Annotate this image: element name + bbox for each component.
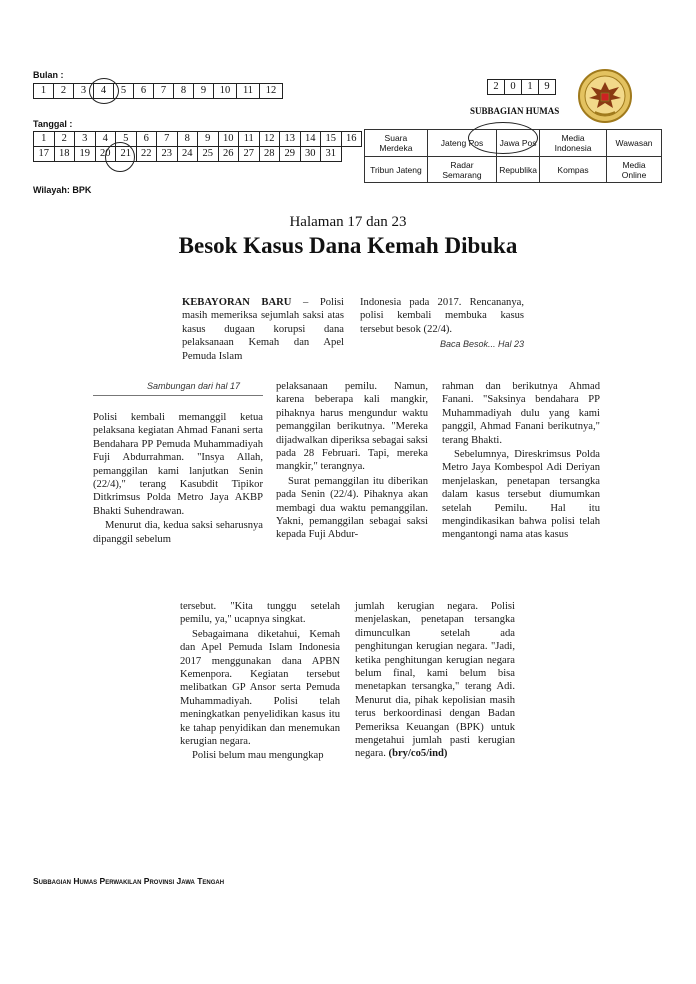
headline: Besok Kasus Dana Kemah Dibuka (178, 233, 518, 258)
date-grid (33, 131, 362, 162)
bulan-label: Bulan : (33, 70, 64, 80)
c2-paragraph-2: Surat pemanggilan itu diberikan pada Senin (22/4). Pihaknya akan membagi dua waktu pemanggilan. Yakni, pemanggilan sebagai saksi kepada Fuji Abdur- (276, 475, 428, 541)
c3-paragraph-2: Sebelumnya, Direskrimsus Polda Metro Jaya Kombespol Adi Deriyan menjelaskan, penetapan tersangka dalam kasus tersebut diumumkan setelah Pemilu. Hal itu mengindikasikan bahwa polisi telah mengantongi nama atas kasus (442, 449, 600, 541)
date-cell-20: 20 (95, 147, 116, 162)
page-reference: Halaman 17 dan 23 (289, 214, 407, 230)
date-selection-circle (105, 142, 135, 172)
year-digit-1: 1 (522, 80, 539, 95)
date-cell-21: 21 (116, 147, 137, 162)
wilayah-label: Wilayah: BPK (33, 185, 92, 195)
month-cell-4: 4 (94, 84, 114, 99)
tanggal-label: Tanggal : (33, 119, 73, 129)
date-cell-23: 23 (157, 147, 178, 162)
body-column-3 (442, 380, 600, 543)
date-cell-25: 25 (198, 147, 219, 162)
date-cell-6: 6 (136, 132, 157, 147)
c3-paragraph-1: rahman dan berikutnya Ahmad Fanani. "Saksinya bendahara PP Muhammadiyah dulu yang kami panggil, Ahmad Fanani berikutnya," terang Bhakti. (442, 381, 600, 446)
c4-paragraph-1: tersebut. "Kita tunggu setelah pemilu, ya," ucapnya singkat. (180, 601, 340, 626)
month-cell-1: 1 (34, 84, 54, 99)
date-cell-30: 30 (300, 147, 321, 162)
continue-note: Baca Besok... Hal 23 (439, 339, 524, 350)
c1-paragraph-1: Polisi kembali memanggil ketua pelaksana kegiatan Ahmad Fanani serta Bendahara PP Pemuda Muhammadiyah Fuji Abdurrahman. "Insya Allah, pemanggilan kami lanjutkan Senin (22/4)," terang Kasubdit Tipikor Ditkrimsus Polda Metro Jaya AKBP Bhakti Suhendrawan. (93, 412, 263, 517)
date-cell-19: 19 (75, 147, 96, 162)
dateline: KEBAYORAN BARU (182, 297, 292, 308)
date-cell-27: 27 (239, 147, 260, 162)
month-cell-6: 6 (134, 84, 154, 99)
date-cell-11: 11 (239, 132, 260, 147)
date-cell-13: 13 (280, 132, 301, 147)
month-grid (33, 83, 283, 99)
date-cell-26: 26 (218, 147, 239, 162)
org-name: SUBBAGIAN HUMAS (470, 106, 560, 116)
c1-paragraph-2: Menurut dia, kedua saksi seharusnya dipanggil sebelum (93, 520, 263, 545)
c5-paragraph-1: jumlah kerugian negara. Polisi menjelaskan, penetapan tersangka dimunculkan setelah ada penghitungan kerugian negara. "Jadi, ketika penghitungan kerugian negara belum final, kami belum bisa menetapkan tersangka," terang Adi. Menurut dia, pihak kepolisian masih terus berkoordinasi dengan Badan Pemeriksa Keuangan (BPK) untuk mengetahui jumlah pasti kerugian negara. (355, 601, 515, 760)
month-cell-7: 7 (154, 84, 174, 99)
author-signature: (bry/co5/ind) (388, 748, 448, 760)
media-cell-media-indonesia: Media Indonesia (540, 130, 607, 157)
media-cell-wawasan: Wawasan (607, 130, 662, 157)
date-cell-24: 24 (177, 147, 198, 162)
month-cell-9: 9 (194, 84, 214, 99)
date-cell-17: 17 (34, 147, 55, 162)
lead-text-b: Indonesia pada 2017. Rencananya, polisi kembali membuka kasus tersebut besok (22/4). (360, 297, 524, 335)
month-selection-circle (89, 78, 119, 104)
lead-column-left (182, 296, 344, 364)
date-cell-8: 8 (177, 132, 198, 147)
media-cell-tribun-jateng: Tribun Jateng (365, 157, 428, 183)
media-cell-suara-merdeka: Suara Merdeka (365, 130, 428, 157)
month-cell-8: 8 (174, 84, 194, 99)
date-cell-2: 2 (54, 132, 75, 147)
date-cell-3: 3 (75, 132, 96, 147)
month-cell-11: 11 (237, 84, 260, 99)
date-cell-10: 10 (218, 132, 239, 147)
media-cell-jawa-pos: Jawa Pos (497, 130, 540, 157)
date-cell-7: 7 (157, 132, 178, 147)
month-cell-5: 5 (114, 84, 134, 99)
c2-paragraph-1: pelaksanaan pemilu. Namun, karena beberapa kali mangkir, pihaknya harus mengundur waktu pemanggilan berikutnya. "Mereka dijadwalkan diperiksa sebagai saksi pada 28 Februari. Tapi, mereka mangkir," terangnya. (276, 381, 428, 473)
media-cell-kompas: Kompas (540, 157, 607, 183)
year-digit-0: 0 (505, 80, 522, 95)
month-cell-10: 10 (214, 84, 237, 99)
date-cell-1: 1 (34, 132, 55, 147)
media-cell-media-online: Media Online (607, 157, 662, 183)
date-cell-22: 22 (136, 147, 157, 162)
date-cell-31: 31 (321, 147, 342, 162)
media-cell-jateng-pos: Jateng Pos (427, 130, 496, 157)
media-selection-circle (468, 122, 538, 154)
date-cell-28: 28 (259, 147, 280, 162)
footer-org: Subbagian Humas Perwakilan Provinsi Jawa Tengah (33, 876, 225, 886)
media-cell-republika: Republika (497, 157, 540, 183)
year-grid (487, 79, 556, 95)
divider (93, 395, 263, 396)
year-digit-2: 2 (488, 80, 505, 95)
body-column-1 (93, 411, 263, 547)
date-cell-14: 14 (300, 132, 321, 147)
date-cell-15: 15 (321, 132, 342, 147)
date-cell-16: 16 (341, 132, 362, 147)
body-column-2 (276, 380, 428, 543)
date-cell-9: 9 (198, 132, 219, 147)
c4-paragraph-3: Polisi belum mau mengungkap (192, 750, 324, 762)
lead-text-a: – Polisi masih memeriksa sejumlah saksi atas kasus dugaan korupsi dana pelaksanaan Kemah dan Apel Pemuda Islam (182, 297, 344, 362)
date-cell-29: 29 (280, 147, 301, 162)
year-digit-9: 9 (539, 80, 556, 95)
date-cell-4: 4 (95, 132, 116, 147)
month-cell-2: 2 (54, 84, 74, 99)
continued-from: Sambungan dari hal 17 (147, 381, 241, 391)
c4-paragraph-2: Sebagaimana diketahui, Kemah dan Apel Pemuda Islam Indonesia 2017 menggunakan dana APBN Kemenpora. Kegiatan tersebut melibatkan GP Ansor serta Pemuda Muhammadiyah. Polisi telah meningkatkan penyelidikan kasus itu ke tahap penyidikan dan menemukan kerugian negara. (180, 628, 340, 748)
date-cell-12: 12 (259, 132, 280, 147)
date-cell-5: 5 (116, 132, 137, 147)
body-column-4 (180, 600, 340, 764)
garuda-emblem-icon (577, 68, 633, 124)
media-cell-radar-semarang: Radar Semarang (427, 157, 496, 183)
month-cell-3: 3 (74, 84, 94, 99)
body-column-5 (355, 600, 515, 762)
lead-column-right (360, 296, 524, 353)
month-cell-12: 12 (260, 84, 283, 99)
date-cell-18: 18 (54, 147, 75, 162)
